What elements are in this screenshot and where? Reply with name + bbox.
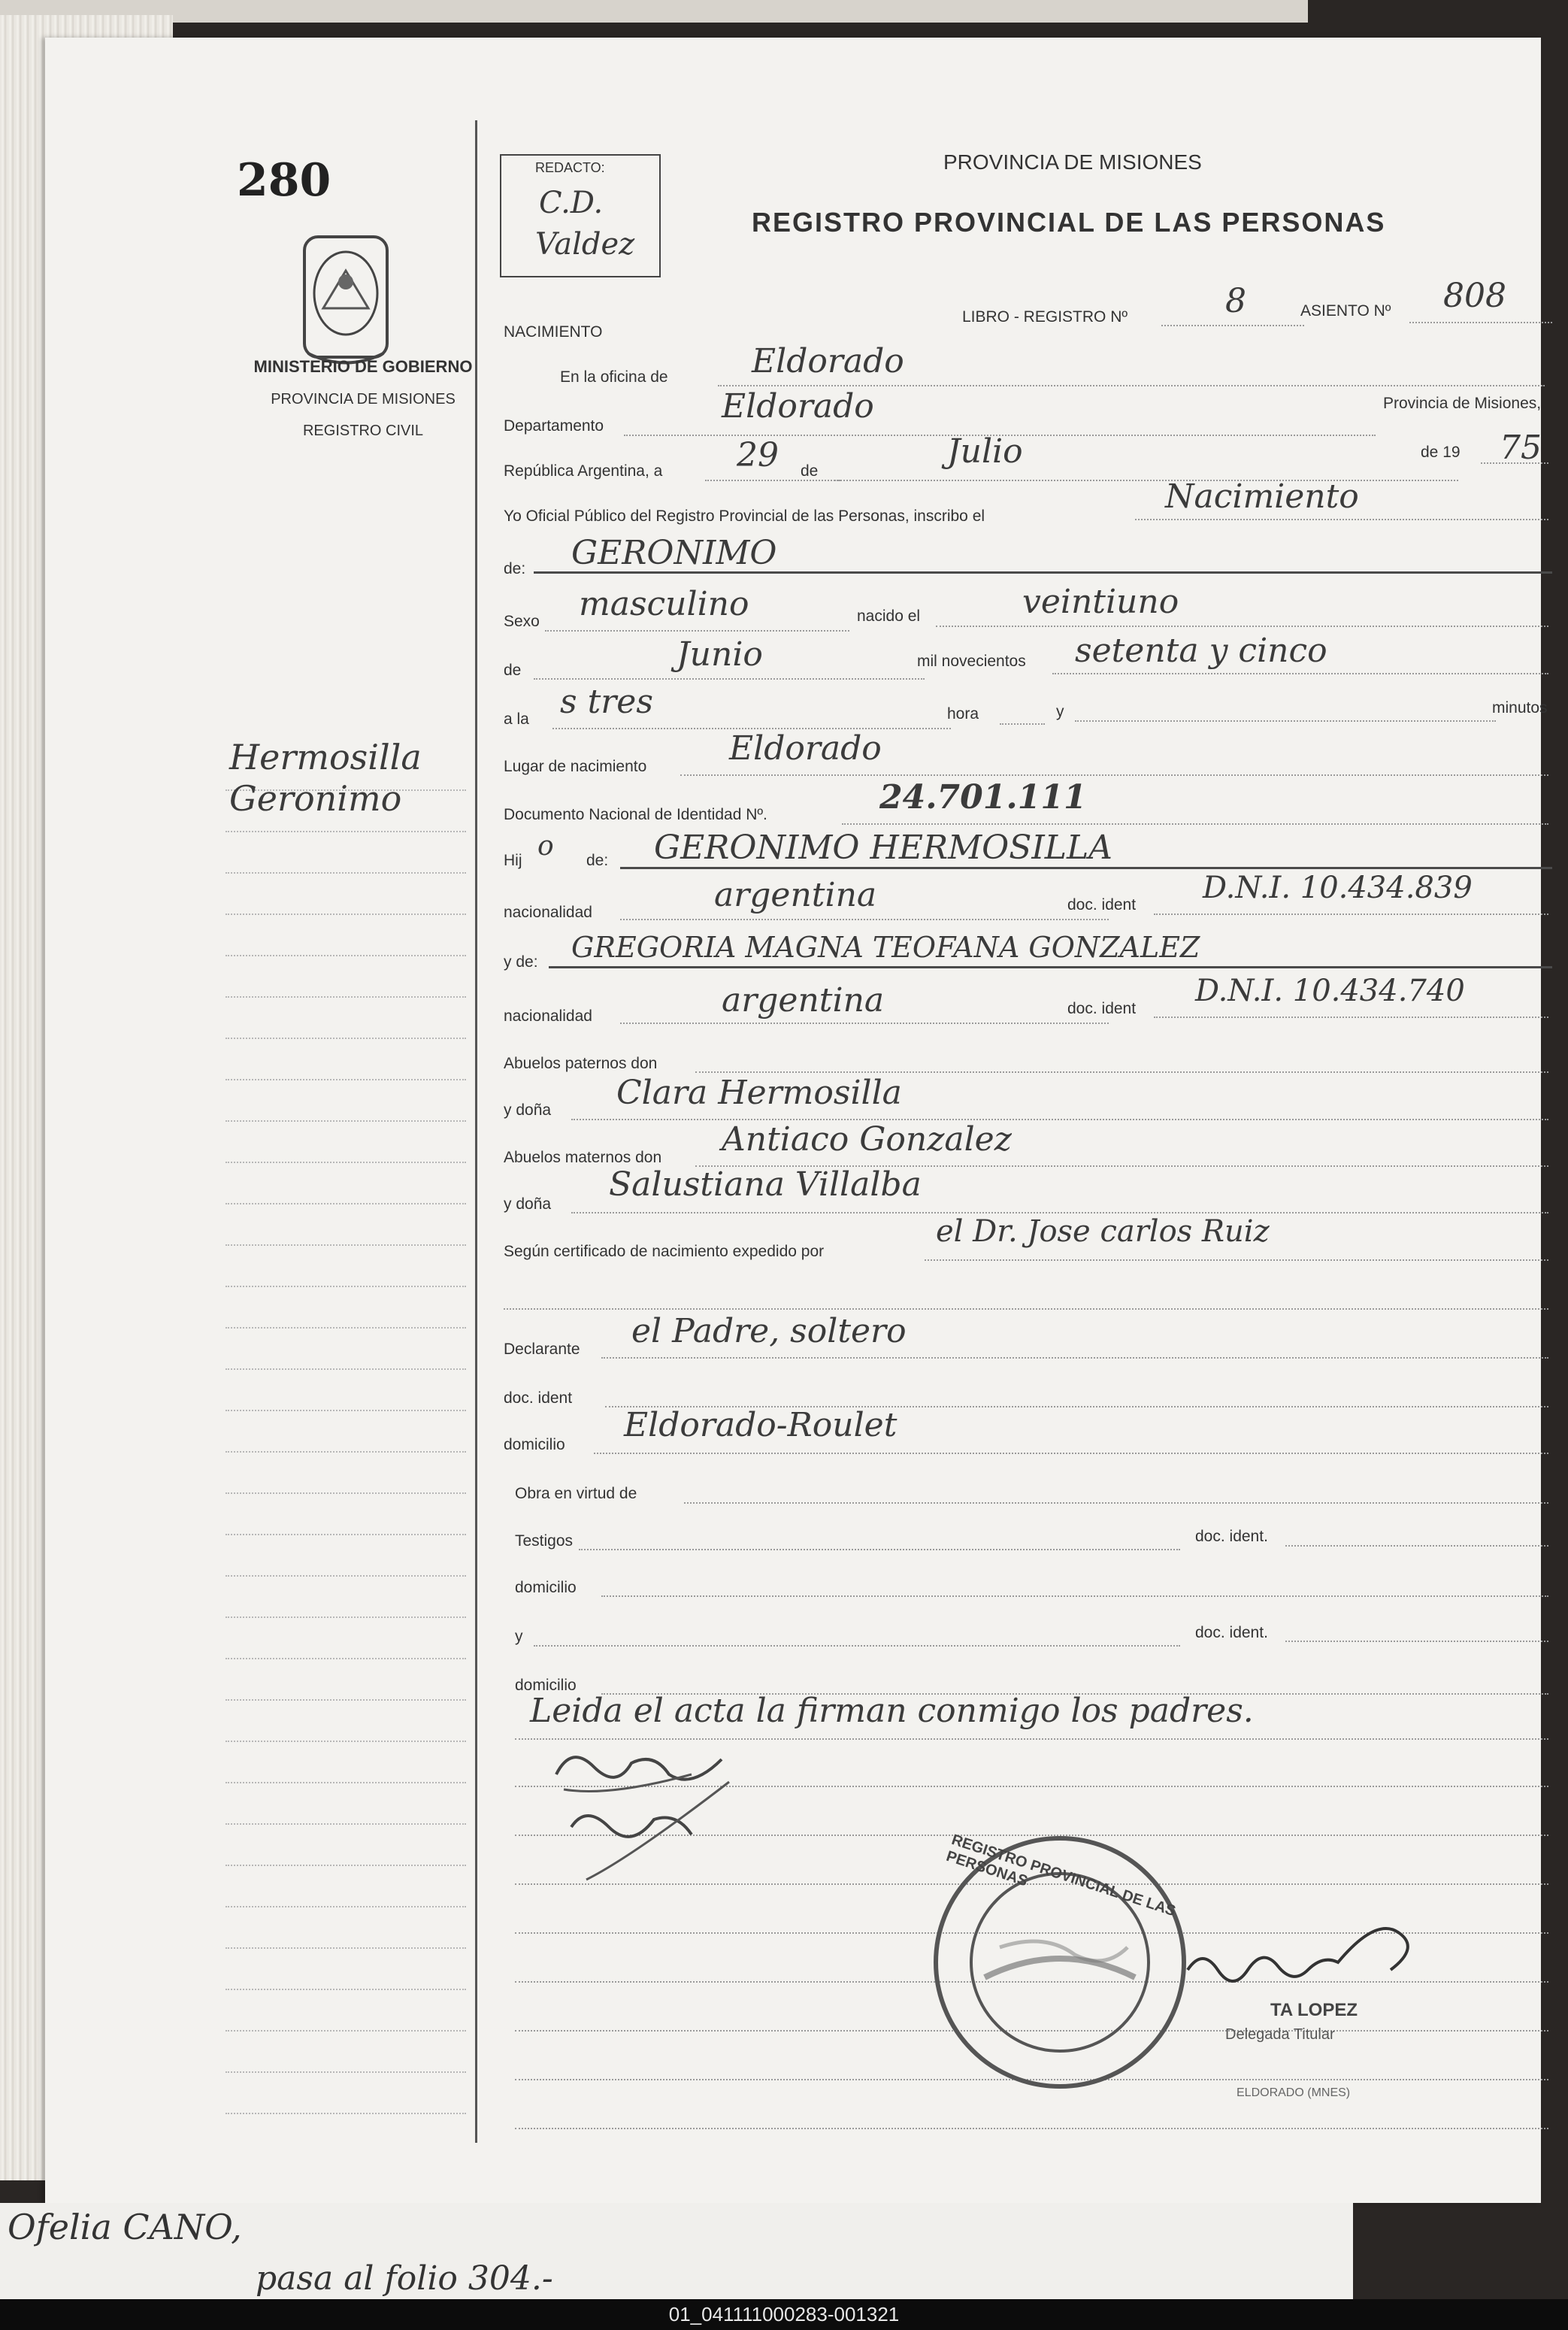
second-witness-label: y (515, 1628, 523, 1645)
year-label: de 19 (1421, 444, 1461, 461)
official-stamp (925, 1827, 1195, 2098)
by-virtue-label: Obra en virtud de (515, 1485, 637, 1502)
paternal-grandmother-label: y doña (504, 1101, 552, 1119)
entry-label: ASIENTO Nº (1300, 302, 1391, 320)
margin-note-surname: Hermosilla (229, 737, 422, 777)
maternal-grandfather-value: Antiaco Gonzalez (722, 1120, 1012, 1159)
declarant-value: el Padre, soltero (631, 1312, 907, 1350)
book-top-edge (0, 0, 1308, 23)
certificate-value: el Dr. Jose carlos Ruiz (936, 1214, 1270, 1249)
child-suffix: o (537, 831, 554, 862)
father-doc-label: doc. ident (1067, 896, 1137, 914)
drafted-initials: C.D. (539, 186, 604, 220)
father-nationality-value: argentina (714, 876, 877, 914)
left-province-label: PROVINCIA DE MISIONES (271, 391, 456, 408)
coat-of-arms-icon (293, 226, 398, 376)
stamp-official-title: Delegada Titular (1225, 2026, 1335, 2043)
sex-label: Sexo (504, 613, 540, 630)
maternal-grandparents-label: Abuelos maternos don (504, 1149, 662, 1166)
closing-text: Leida el acta la firman conmigo los padres. (530, 1692, 1254, 1730)
mother-nationality-value: argentina (722, 981, 885, 1020)
image-caption: 01_041111000283-001321 (668, 2303, 900, 2325)
republic-label: República Argentina, a (504, 462, 663, 480)
year-value: 75 (1500, 429, 1542, 467)
mother-nationality-label: nacionalidad (504, 1007, 592, 1025)
dni-value: 24.701.111 (879, 778, 1087, 817)
sex-value: masculino (579, 585, 749, 623)
book-value: 8 (1225, 282, 1246, 320)
thousand-label: mil novecientos (917, 653, 1026, 670)
paternal-grandparents-label: Abuelos paternos don (504, 1055, 658, 1072)
hour-value: s tres (560, 683, 653, 721)
month-value: Julio (947, 432, 1023, 471)
department-label: Departamento (504, 417, 604, 435)
mother-doc-value: D.N.I. 10.434.740 (1195, 974, 1465, 1008)
header-title: REGISTRO PROVINCIAL DE LAS PERSONAS (752, 207, 1386, 238)
officer-signature-icon (1180, 1902, 1451, 2000)
child-label: Hij (504, 852, 522, 869)
declarant-domicile-label: domicilio (504, 1436, 565, 1453)
maternal-grandmother-value: Salustiana Villalba (609, 1165, 922, 1204)
stamp-official-name: TA LOPEZ (1270, 2000, 1358, 2020)
record-type-label: NACIMIENTO (504, 323, 603, 341)
second-witness-doc-label: doc. ident. (1195, 1624, 1268, 1641)
header-province: PROVINCIA DE MISIONES (943, 150, 1202, 174)
born-label: nacido el (857, 607, 921, 625)
drafted-box (500, 154, 661, 277)
sheet-number: 280 (237, 154, 331, 207)
witness-doc-label: doc. ident. (1195, 1528, 1268, 1545)
office-label: En la oficina de (560, 368, 668, 386)
birth-month-label: de (504, 662, 522, 679)
ministry-label: MINISTERIO DE GOBIERNO (253, 357, 473, 376)
declarant-label: Declarante (504, 1341, 580, 1358)
bottom-note-name: Ofelia CANO, (8, 2207, 242, 2247)
mother-name-value: GREGORIA MAGNA TEOFANA GONZALEZ (571, 931, 1200, 964)
paternal-grandmother-value: Clara Hermosilla (616, 1074, 902, 1112)
of-label: de: (504, 560, 526, 577)
drafted-label: REDACTO: (535, 160, 605, 175)
drafted-name: Valdez (535, 227, 635, 262)
minutes-label: minutos (1492, 699, 1548, 717)
bottom-note-text: pasa al folio 304.- (256, 2259, 553, 2298)
born-value: veintiuno (1022, 583, 1179, 621)
registered-name-value: GERONIMO (571, 534, 777, 572)
stamp-place: ELDORADO (MNES) (1237, 2086, 1351, 2099)
declarant-domicile-value: Eldorado-Roulet (624, 1406, 898, 1444)
certificate-label: Según certificado de nacimiento expedido por (504, 1243, 825, 1260)
officer-label: Yo Oficial Público del Registro Provincial de las Personas, inscribo el (504, 508, 985, 525)
witness-domicile-label: domicilio (515, 1579, 577, 1596)
and-label: y (1056, 703, 1064, 720)
birthplace-value: Eldorado (729, 729, 882, 768)
entry-value: 808 (1443, 277, 1506, 315)
parents-signature-icon (541, 1729, 752, 1902)
de-label: de (801, 462, 819, 480)
maternal-grandmother-label: y doña (504, 1195, 552, 1213)
child-de-label: de: (586, 852, 609, 869)
hour-label: hora (947, 705, 979, 723)
book-label: LIBRO - REGISTRO Nº (962, 308, 1128, 326)
dni-label: Documento Nacional de Identidad Nº. (504, 806, 767, 823)
at-label: a la (504, 711, 529, 728)
civil-registry-label: REGISTRO CIVIL (302, 423, 424, 439)
father-nationality-label: nacionalidad (504, 904, 592, 921)
province-suffix-label: Provincia de Misiones, (1383, 395, 1542, 412)
office-value: Eldorado (752, 342, 904, 380)
second-witness-domicile-label: domicilio (515, 1677, 577, 1694)
father-doc-value: D.N.I. 10.434.839 (1203, 871, 1473, 905)
officer-value: Nacimiento (1165, 477, 1359, 516)
year-words-value: setenta y cinco (1075, 632, 1327, 670)
department-value: Eldorado (722, 387, 874, 426)
birth-month-value: Junio (677, 635, 763, 674)
register-page (45, 38, 1548, 2203)
column-divider (475, 120, 477, 2143)
and-of-label: y de: (504, 953, 538, 971)
mother-doc-label: doc. ident (1067, 1000, 1137, 1017)
stamp-ring-text: REGISTRO PROVINCIAL DE LAS PERSONAS (944, 1832, 1178, 1920)
bottom-note-strip (0, 2203, 1353, 2308)
margin-note-name: Geronimo (229, 778, 402, 819)
declarant-doc-label: doc. ident (504, 1389, 573, 1407)
witnesses-label: Testigos (515, 1532, 574, 1550)
day-value: 29 (737, 436, 779, 474)
birthplace-label: Lugar de nacimiento (504, 758, 647, 775)
father-name-value: GERONIMO HERMOSILLA (654, 829, 1112, 867)
